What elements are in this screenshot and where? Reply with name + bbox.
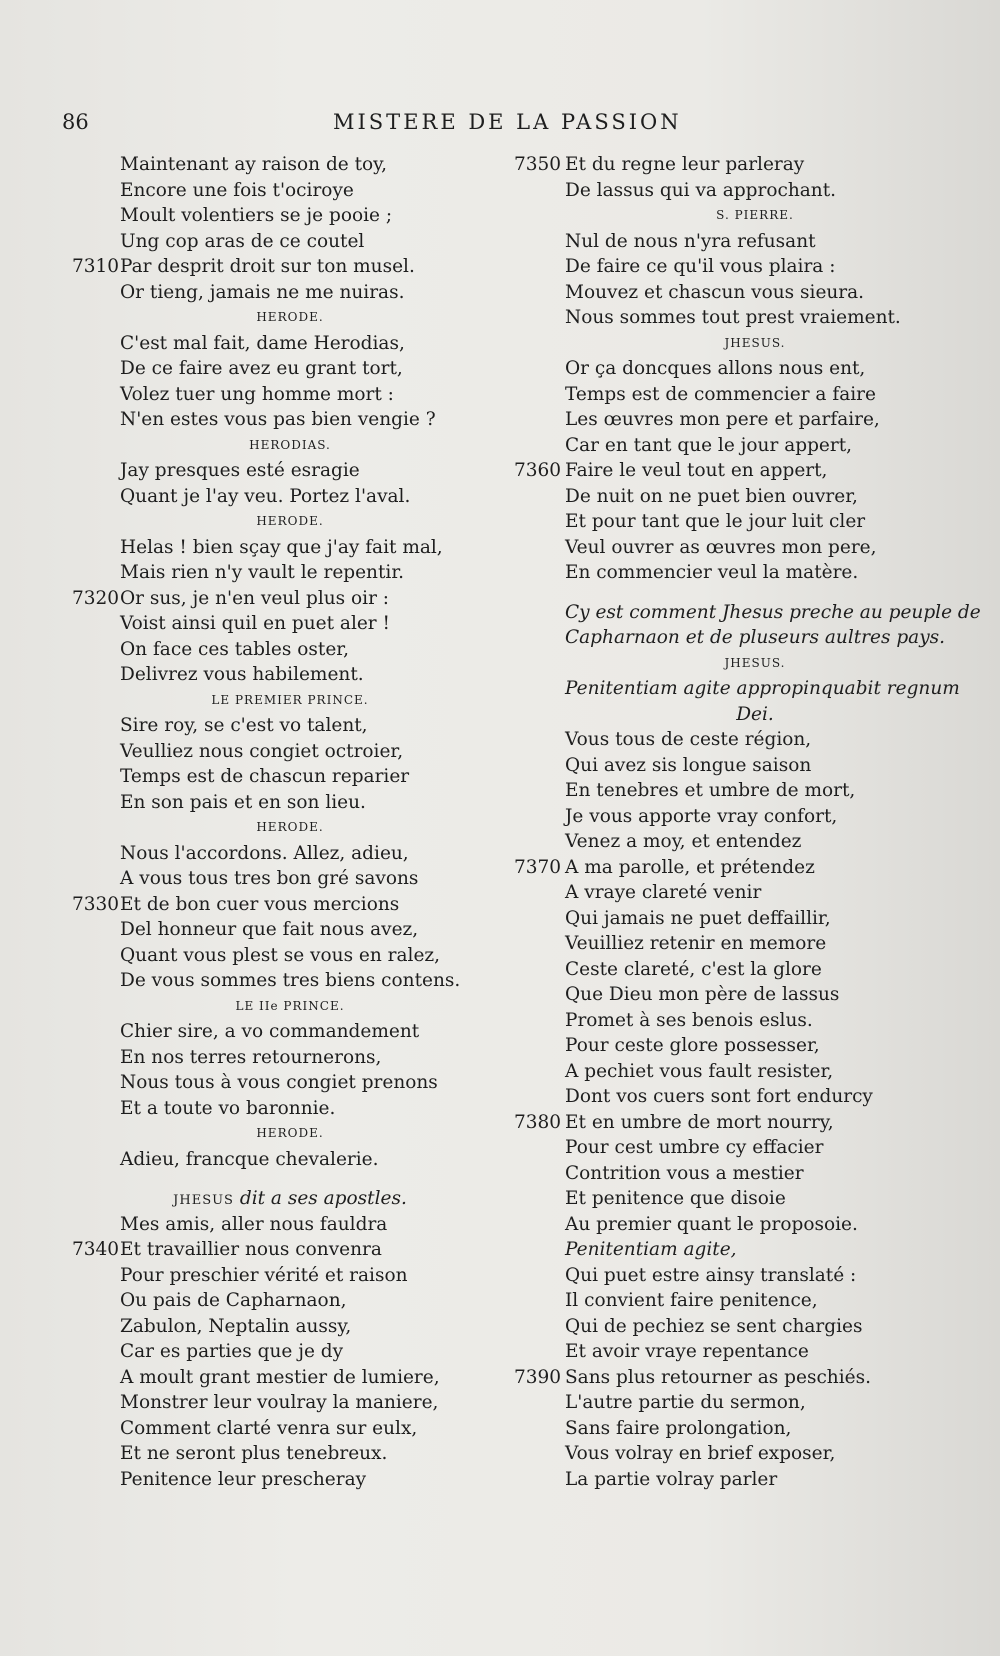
verse-text: Et en umbre de mort nourry, — [565, 1111, 834, 1133]
verse-line: Nous tous à vous congiet prenons — [120, 1072, 438, 1093]
verse-line: Mes amis, aller nous fauldra — [120, 1213, 388, 1235]
verse-line — [514, 458, 945, 484]
page-header — [0, 110, 1000, 142]
verse-line: Et penitence que disoie — [565, 1188, 786, 1209]
verse-line: Delivrez vous habilement. — [120, 664, 364, 685]
verse-line: Qui de pechiez se sent chargies — [565, 1315, 863, 1337]
verse-line: Comment clarté venra sur eulx, — [120, 1417, 418, 1439]
line-number: 7390 — [514, 1366, 562, 1388]
verse-line: Volez tuer ung homme mort : — [120, 383, 394, 405]
verse-text: Par desprit droit sur ton musel. — [120, 256, 415, 277]
verse-line: Temps est de chascun reparier — [120, 766, 410, 787]
verse-text: Faire le veul tout en appert, — [565, 460, 828, 481]
speaker-name: HERODIAS. — [249, 437, 331, 452]
page-number: 86 — [62, 110, 89, 134]
verse-line: Et ne seront plus tenebreux. — [120, 1443, 388, 1464]
spacer — [120, 1172, 460, 1186]
verse-line: Qui avez sis longue saison — [565, 754, 812, 776]
verse-line: Sans faire prolongation, — [565, 1417, 792, 1439]
verse-line: Encore une fois t'ociroye — [120, 179, 354, 201]
verse-line — [514, 855, 945, 881]
line-number: 7380 — [514, 1111, 562, 1133]
verse-line: De vous sommes tres biens contens. — [120, 970, 461, 991]
speaker-name: JHESUS. — [724, 335, 786, 350]
verse-line: Penitence leur prescheray — [120, 1468, 367, 1490]
line-number: 7340 — [72, 1239, 120, 1260]
verse-text: Et du regne leur parleray — [565, 154, 805, 175]
stage-direction — [120, 1186, 460, 1212]
verse-line: Et a toute vo baronnie. — [120, 1097, 336, 1119]
verse-line: Moult volentiers se je pooie ; — [120, 205, 393, 226]
verse-line: Vous volray en brief exposer, — [565, 1443, 836, 1464]
line-number: 7370 — [514, 856, 562, 878]
line-number: 7330 — [72, 893, 120, 915]
speaker-name: HERODE. — [256, 310, 324, 324]
verse-line: Ceste clareté, c'est la glore — [565, 958, 822, 980]
verse-line: Or tieng, jamais ne me nuiras. — [120, 281, 405, 303]
verse-line: Monstrer leur voulray la maniere, — [120, 1392, 439, 1413]
verse-line: Dont vos cuers sont fort endurcy — [565, 1086, 873, 1107]
verse-line: Que Dieu mon père de lassus — [565, 984, 840, 1005]
verse-line: Qui jamais ne puet deffaillir, — [565, 907, 831, 929]
verse-line: De lassus qui va approchant. — [565, 179, 837, 201]
verse-line: Maintenant ay raison de toy, — [120, 154, 388, 175]
verse-line: Veul ouvrer as œuvres mon pere, — [565, 536, 877, 558]
verse-line: Car es parties que je dy — [120, 1341, 344, 1362]
verse-line: Car en tant que le jour appert, — [565, 434, 853, 456]
verse-line: Ung cop aras de ce coutel — [120, 230, 365, 252]
verse-line: En tenebres et umbre de mort, — [565, 780, 856, 801]
verse-line: Nul de nous n'yra refusant — [565, 230, 816, 252]
left-column — [72, 152, 461, 1492]
spacer — [565, 586, 945, 600]
verse-line — [72, 1237, 460, 1263]
verse-line: Veulliez nous congiet octroier, — [120, 740, 404, 762]
stage-direction: Capharnaon et de pluseurs aultres pays. — [565, 627, 946, 648]
verse-line: Et pour tant que le jour luit cler — [565, 511, 866, 532]
verse-line — [72, 254, 460, 280]
verse-line: Contrition vous a mestier — [565, 1162, 804, 1184]
stage-direction: Cy est comment Jhesus preche au peuple de — [565, 601, 981, 623]
verse-line: En son pais et en son lieu. — [120, 791, 366, 813]
verse-text: Et travaillier nous convenra — [120, 1239, 382, 1260]
verse-line: N'en estes vous pas bien vengie ? — [120, 409, 436, 430]
verse-line: Mouvez et chascun vous sieura. — [565, 281, 865, 303]
verse-line: Adieu, francque chevalerie. — [120, 1148, 379, 1170]
stage-direction-text: dit a ses apostles. — [233, 1188, 407, 1209]
verse-line: A pechiet vous fault resister, — [565, 1060, 834, 1082]
latin-quotation: Penitentiam agite appropinquabit regnum — [565, 678, 960, 699]
verse-text: A ma parolle, et prétendez — [565, 856, 815, 878]
verse-line: L'autre partie du sermon, — [565, 1392, 806, 1413]
verse-line: Promet à ses benois eslus. — [565, 1009, 813, 1031]
verse-line — [514, 1365, 945, 1391]
verse-line: Veuilliez retenir en memore — [565, 933, 827, 954]
speaker-name: LE IIe PRINCE. — [235, 998, 345, 1013]
verse-line: Nous l'accordons. Allez, adieu, — [120, 842, 409, 864]
verse-line: Les œuvres mon pere et parfaire, — [565, 409, 880, 430]
verse-text: Sans plus retourner as peschiés. — [565, 1366, 871, 1388]
speaker-name: S. PIERRE. — [716, 208, 794, 222]
latin-quotation: Dei. — [736, 703, 774, 725]
verse-line: De ce faire avez eu grant tort, — [120, 358, 403, 379]
verse-line: En nos terres retournerons, — [120, 1046, 382, 1068]
verse-text: Et de bon cuer vous mercions — [120, 893, 400, 915]
verse-line: Temps est de commencier a faire — [565, 383, 876, 405]
verse-line: Quant vous plest se vous en ralez, — [120, 944, 441, 966]
verse-line-italic: Penitentiam agite, — [565, 1239, 737, 1260]
stage-direction-speaker: JHESUS — [173, 1193, 234, 1208]
verse-line — [514, 152, 945, 178]
verse-line: En commencier veul la matère. — [565, 562, 859, 583]
verse-line: C'est mal fait, dame Herodias, — [120, 332, 405, 354]
speaker-name: JHESUS. — [724, 655, 786, 670]
verse-line: De faire ce qu'il vous plaira : — [565, 256, 836, 277]
verse-line: A vraye clareté venir — [565, 882, 762, 903]
verse-line: Vous tous de ceste région, — [565, 729, 812, 750]
line-number: 7320 — [72, 587, 120, 609]
verse-line: Mais rien n'y vault le repentir. — [120, 562, 405, 583]
verse-line: A moult grant mestier de lumiere, — [120, 1366, 440, 1388]
running-title: MISTERE DE LA PASSION — [333, 110, 682, 134]
verse-line: Jay presques esté esragie — [120, 460, 360, 481]
verse-line: Pour ceste glore possesser, — [565, 1035, 820, 1056]
verse-text: Or sus, je n'en veul plus oir : — [120, 587, 390, 609]
verse-line — [514, 1110, 945, 1136]
verse-line: Pour preschier vérité et raison — [120, 1264, 408, 1286]
verse-line: Au premier quant le proposoie. — [565, 1213, 858, 1235]
verse-line: Venez a moy, et entendez — [565, 831, 802, 852]
verse-line: Nous sommes tout prest vraiement. — [565, 307, 901, 328]
verse-line: Quant je l'ay veu. Portez l'aval. — [120, 485, 411, 507]
verse-line: On face ces tables oster, — [120, 638, 349, 660]
line-number: 7360 — [514, 460, 562, 481]
verse-line: Sire roy, se c'est vo talent, — [120, 715, 368, 736]
verse-line: Pour cest umbre cy effacier — [565, 1137, 824, 1158]
verse-line: Je vous apporte vray confort, — [565, 805, 838, 827]
verse-line: Qui puet estre ainsy translaté : — [565, 1264, 857, 1286]
verse-line: A vous tous tres bon gré savons — [120, 868, 419, 889]
verse-line — [72, 586, 460, 612]
verse-line: Chier sire, a vo commandement — [120, 1021, 420, 1042]
verse-line: Or ça doncques allons nous ent, — [565, 358, 866, 379]
verse-line: Zabulon, Neptalin aussy, — [120, 1315, 352, 1337]
verse-line: Et avoir vraye repentance — [565, 1341, 809, 1362]
verse-line — [72, 892, 460, 918]
line-number: 7350 — [514, 154, 562, 175]
verse-line: De nuit on ne puet bien ouvrer, — [565, 485, 858, 507]
verse-line: La partie volray parler — [565, 1468, 778, 1490]
verse-line: Del honneur que fait nous avez, — [120, 919, 419, 940]
verse-line: Il convient faire penitence, — [565, 1290, 818, 1311]
verse-line: Helas ! bien sçay que j'ay fait mal, — [120, 536, 443, 558]
verse-line: Ou pais de Capharnaon, — [120, 1290, 347, 1311]
speaker-name: LE PREMIER PRINCE. — [211, 692, 369, 707]
speaker-name: HERODE. — [256, 1126, 324, 1140]
speaker-name: HERODE. — [256, 514, 324, 528]
right-column — [514, 152, 981, 1492]
speaker-name: HERODE. — [256, 820, 324, 834]
line-number: 7310 — [72, 256, 120, 277]
verse-line: Voist ainsi quil en puet aler ! — [120, 613, 390, 634]
